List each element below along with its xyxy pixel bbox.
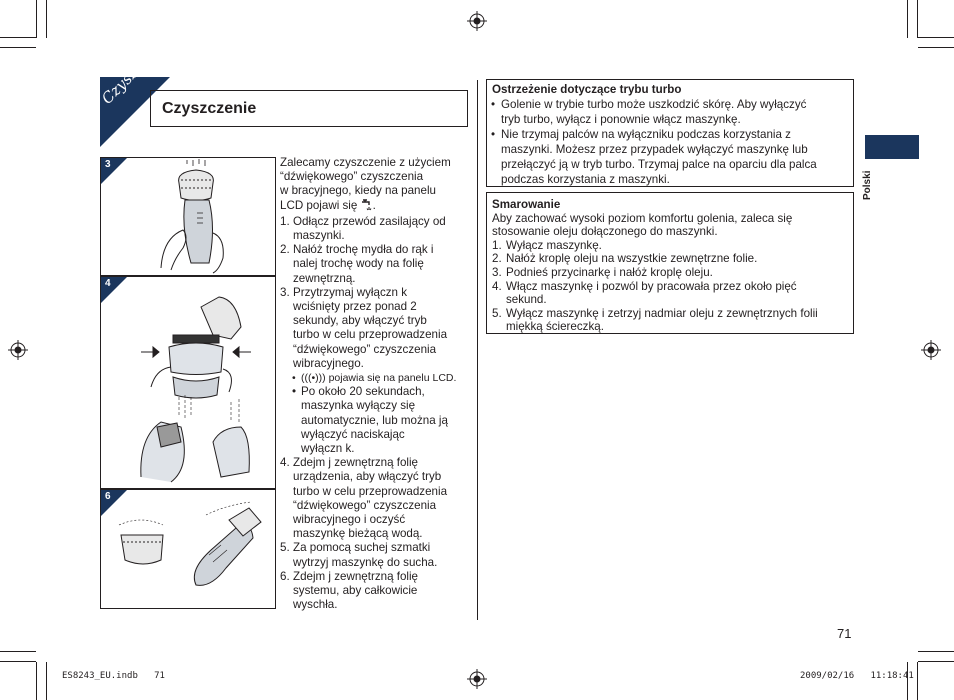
lubrication-list — [487, 239, 853, 334]
list-item: 4. Zdejm j zewnętrzną folię urządzenia, aby włączyć tryb turbo w celu przeprowadzenia “dźwiękowego” czyszczenia wibracyjnego i oczyść maszynkę bieżącą wodą. — [280, 456, 448, 541]
crop-mark — [0, 37, 36, 38]
crop-mark — [907, 0, 908, 38]
crop-mark — [0, 47, 36, 48]
illustration-step-6 — [100, 489, 276, 609]
footer-timestamp: 2009/02/16 11:18:41 — [800, 671, 914, 681]
warning-title: Ostrzeżenie dotyczące trybu turbo — [492, 83, 682, 96]
list-item: • Nie trzymaj palców na wyłączniku podczas korzystania z maszynki. Możesz przez przypadek wyłączyć maszynkę lub przełączyć ją w tryb turbo. Trzymaj palce na oparciu dla palca podczas korzystania z maszynki. — [491, 128, 817, 186]
intro-line: LCD pojawi się . — [280, 199, 470, 215]
cleaning-steps-list — [280, 215, 470, 613]
illustration-step-3 — [100, 157, 276, 276]
crop-mark — [917, 0, 918, 38]
intro-line: Zalecamy czyszczenie z użyciem — [280, 156, 451, 169]
crop-mark — [0, 651, 36, 652]
list-item: 3. Podnieś przycinarkę i nałóż kroplę oleju. — [492, 265, 713, 279]
list-item: 2. Nałóż trochę mydła do rąk i nalej trochę wody na folię zewnętrzną. — [280, 243, 434, 285]
footer-file: ES8243_EU.indb 71 — [62, 671, 165, 681]
turbo-warning-box — [486, 79, 854, 187]
crop-mark — [0, 661, 36, 662]
language-tab — [865, 135, 919, 159]
crop-mark — [918, 37, 954, 38]
list-item: • Po około 20 sekundach, maszynka wyłączy się automatycznie, lub można ją wyłączyć naciskając wyłączn k. — [292, 385, 448, 456]
crop-mark — [36, 0, 37, 38]
sub-list — [280, 371, 470, 456]
registration-mark-icon — [8, 340, 28, 360]
crop-mark — [917, 662, 918, 700]
list-item: 6. Zdejm j zewnętrzną folię systemu, aby całkowicie wyschła. — [280, 569, 419, 612]
list-item: • Golenie w trybie turbo może uszkodzić skórę. Aby wyłączyć tryb turbo, wyłącz i ponownie włącz maszynkę. — [491, 98, 807, 126]
crop-mark — [36, 662, 37, 700]
crop-mark — [46, 0, 47, 38]
column-divider — [477, 80, 478, 620]
list-item: 5. Za pomocą suchej szmatki wytrzyj maszynkę do sucha. — [280, 541, 438, 569]
list-item: • (((•))) pojawia się na panelu LCD. — [292, 372, 457, 385]
shaver-soap-illustration — [101, 158, 275, 275]
list-item: 4. Włącz maszynkę i pozwól by pracowała przez około pięć sekund. — [492, 279, 797, 307]
page-number: 71 — [837, 626, 852, 641]
list-item: 1. Wyłącz maszynkę. — [492, 238, 602, 252]
crop-mark — [918, 47, 954, 48]
crop-mark — [918, 661, 954, 662]
list-item: 1. Odłącz przewód zasilający od maszynki. — [280, 214, 446, 243]
step-number: 4 — [105, 278, 111, 289]
list-item: 2. Nałóż kroplę oleju na wszystkie zewnętrzne folie. — [492, 252, 758, 266]
cleaning-instructions — [280, 156, 470, 613]
section-title: Czyszczenie — [162, 100, 257, 117]
lubrication-intro: Aby zachować wysoki poziom komfortu golenia, zaleca się stosowanie oleju dołączonego do maszynki. — [492, 211, 793, 239]
language-label: Polski — [862, 170, 873, 200]
shaver-turbo-illustration — [101, 277, 275, 488]
registration-mark-icon — [467, 669, 487, 689]
intro-line: “dźwiękowego” czyszczenia — [280, 170, 424, 184]
registration-mark-icon — [467, 11, 487, 31]
intro-line: w bracyjnego, kiedy na panelu — [280, 184, 436, 198]
faucet-icon — [361, 199, 373, 215]
crop-mark — [46, 662, 47, 700]
crop-mark — [907, 662, 908, 700]
lubrication-box — [486, 192, 854, 334]
warning-list — [487, 97, 853, 187]
step-number: 6 — [105, 491, 111, 502]
crop-mark — [918, 651, 954, 652]
registration-mark-icon — [921, 340, 941, 360]
section-script-label: Czyszczenie — [98, 29, 176, 108]
list-item: 3. Przytrzymaj wyłączn k wciśnięty przez ponad 2 sekundy, aby włączyć tryb turbo w celu przeprowadzenia “dźwiękowego” czyszczenia wibracyjnego. • (((•))) pojawia się na panelu LCD. • Po około 20 sekundach, maszynka wyłączy się automatycznie, lub można ją wyłączyć naciskając wyłączn k. — [280, 286, 470, 456]
list-item: 5. Wyłącz maszynkę i zetrzyj nadmiar oleju z zewnętrznych folii miękką ściereczką. — [492, 306, 818, 334]
step-number: 3 — [105, 159, 111, 170]
illustration-step-4 — [100, 276, 276, 489]
lubrication-title: Smarowanie — [492, 198, 561, 211]
shaver-drying-illustration — [101, 490, 275, 608]
